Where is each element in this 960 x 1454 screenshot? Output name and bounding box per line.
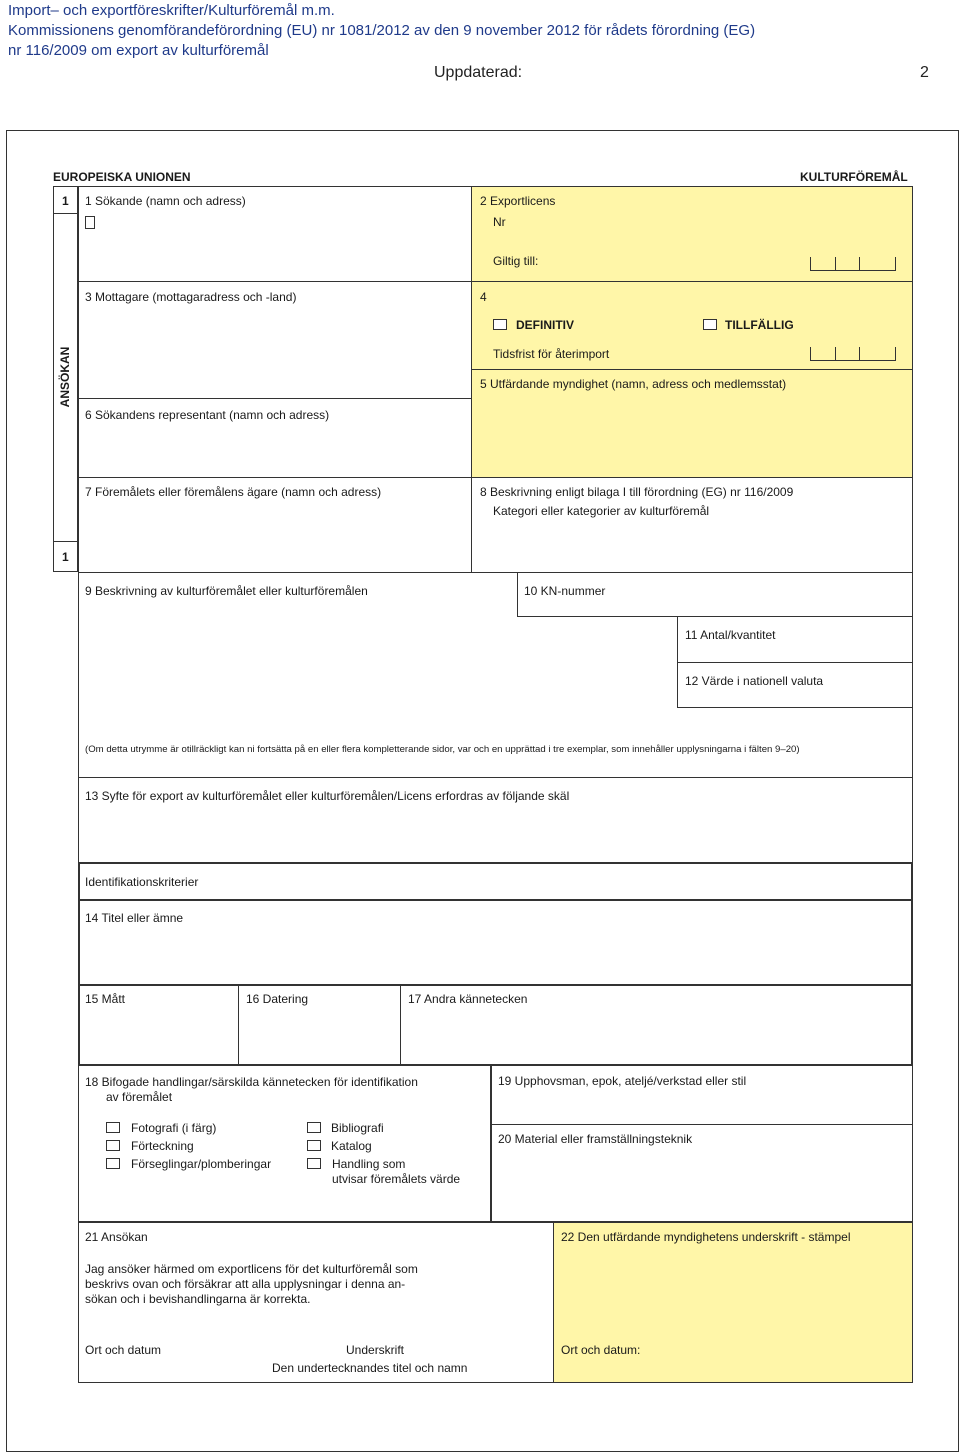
form-grid bbox=[78, 186, 913, 1383]
side-number-bottom: 1 bbox=[62, 550, 69, 564]
valid-until-date-input[interactable] bbox=[810, 257, 896, 271]
field-1-checkbox[interactable] bbox=[85, 216, 95, 229]
attachment-list: Förteckning bbox=[131, 1139, 194, 1153]
identification-criteria-label: Identifikationskriterier bbox=[85, 875, 199, 889]
category-label: KULTURFÖREMÅL bbox=[800, 170, 908, 184]
reimport-date-input[interactable] bbox=[810, 347, 896, 361]
field-5-label: 5 Utfärdande myndighet (namn, adress och medlemsstat) bbox=[480, 377, 787, 391]
field-22-label: 22 Den utfärdande myndighetens underskrift - stämpel bbox=[561, 1230, 851, 1244]
attachment-seals: Förseglingar/plomberingar bbox=[131, 1157, 272, 1171]
updated-label: Uppdaterad: bbox=[434, 64, 523, 81]
field-1-label: 1 Sökande (namn och adress) bbox=[85, 194, 246, 208]
definitiv-checkbox[interactable] bbox=[493, 319, 507, 330]
header-regulation: Kommissionens genomförandeförordning (EU) nr 1081/2012 av den 9 november 2012 för rådets förordning (EG) bbox=[8, 22, 756, 39]
field-6-label: 6 Sökandens representant (namn och adress) bbox=[85, 408, 330, 422]
seals-checkbox[interactable] bbox=[106, 1158, 120, 1169]
place-date-22-label: Ort och datum: bbox=[561, 1343, 641, 1357]
field-3-label: 3 Mottagare (mottagaradress och -land) bbox=[85, 290, 297, 304]
field-18-label-cont: av föremålet bbox=[106, 1090, 173, 1104]
field-14-label: 14 Titel eller ämne bbox=[85, 911, 184, 925]
field-13-label: 13 Syfte för export av kulturföremålet eller kulturföremålen/Licens erfordras av följande skäl bbox=[85, 789, 570, 803]
field-7-label: 7 Föremålets eller föremålens ägare (namn och adress) bbox=[85, 485, 382, 499]
field-8-category: Kategori eller kategorier av kulturföremål bbox=[493, 504, 710, 518]
declaration-line-2: beskrivs ovan och försäkrar att alla upplysningar i denna an- bbox=[85, 1277, 406, 1291]
side-number-top: 1 bbox=[62, 194, 69, 208]
field-21-label: 21 Ansökan bbox=[85, 1230, 148, 1244]
signature-label: Underskrift bbox=[346, 1343, 405, 1357]
page-number: 2 bbox=[920, 64, 929, 81]
list-checkbox[interactable] bbox=[106, 1140, 120, 1151]
field-19-label: 19 Upphovsman, epok, ateljé/verkstad eller stil bbox=[498, 1074, 747, 1088]
field-11-label: 11 Antal/kvantitet bbox=[685, 628, 776, 642]
field-17-label: 17 Andra kännetecken bbox=[408, 992, 528, 1006]
field-16-label: 16 Datering bbox=[246, 992, 309, 1006]
field-2-nr: Nr bbox=[493, 215, 506, 229]
attachment-photo: Fotografi (i färg) bbox=[131, 1121, 217, 1135]
attachment-catalog: Katalog bbox=[331, 1139, 372, 1153]
continuation-note: (Om detta utrymme är otillräckligt kan ni fortsätta på en eller flera kompletterande sidor, var och en upprättad i tre exemplar, som innehåller upplysningarna i fälten 9–20) bbox=[85, 744, 800, 755]
field-9-label: 9 Beskrivning av kulturföremålet eller kulturföremålen bbox=[85, 584, 368, 598]
place-date-label: Ort och datum bbox=[85, 1343, 162, 1357]
signer-title-label: Den undertecknandes titel och namn bbox=[272, 1361, 468, 1375]
eu-label: EUROPEISKA UNIONEN bbox=[53, 170, 191, 184]
field-2-label: 2 Exportlicens bbox=[480, 194, 556, 208]
field-8-label: 8 Beskrivning enligt bilaga I till förordning (EG) nr 116/2009 bbox=[480, 485, 794, 499]
declaration-line-1: Jag ansöker härmed om exportlicens för det kulturföremål som bbox=[85, 1262, 418, 1276]
field-15-label: 15 Mått bbox=[85, 992, 126, 1006]
header-regulation-cont: nr 116/2009 om export av kulturföremål bbox=[8, 42, 269, 59]
header-title: Import– och exportföreskrifter/Kulturföremål m.m. bbox=[8, 2, 335, 19]
attachment-value-document: Handling som bbox=[332, 1157, 406, 1171]
field-10-label: 10 KN-nummer bbox=[524, 584, 606, 598]
tillfallig-label: TILLFÄLLIG bbox=[725, 318, 794, 332]
declaration-line-3: sökan och i bevishandlingarna är korrekta. bbox=[85, 1292, 311, 1306]
attachment-bibliography: Bibliografi bbox=[331, 1121, 384, 1135]
definitiv-label: DEFINITIV bbox=[516, 318, 575, 332]
photo-checkbox[interactable] bbox=[106, 1122, 120, 1133]
field-2-valid-until: Giltig till: bbox=[493, 254, 539, 268]
reimport-deadline-label: Tidsfrist för återimport bbox=[493, 347, 610, 361]
field-4-label: 4 bbox=[480, 290, 487, 304]
field-12-label: 12 Värde i nationell valuta bbox=[685, 674, 824, 688]
value-document-checkbox[interactable] bbox=[307, 1158, 321, 1169]
attachment-value-document-cont: utvisar föremålets värde bbox=[332, 1172, 461, 1186]
identification-box bbox=[78, 862, 913, 1066]
field-20-label: 20 Material eller framställningsteknik bbox=[498, 1132, 693, 1146]
side-label-ansokan: ANSÖKAN bbox=[58, 346, 72, 408]
bibliography-checkbox[interactable] bbox=[307, 1122, 321, 1133]
tillfallig-checkbox[interactable] bbox=[703, 319, 717, 330]
catalog-checkbox[interactable] bbox=[307, 1140, 321, 1151]
field-18-label: 18 Bifogade handlingar/särskilda kännetecken för identifikation bbox=[85, 1075, 418, 1089]
